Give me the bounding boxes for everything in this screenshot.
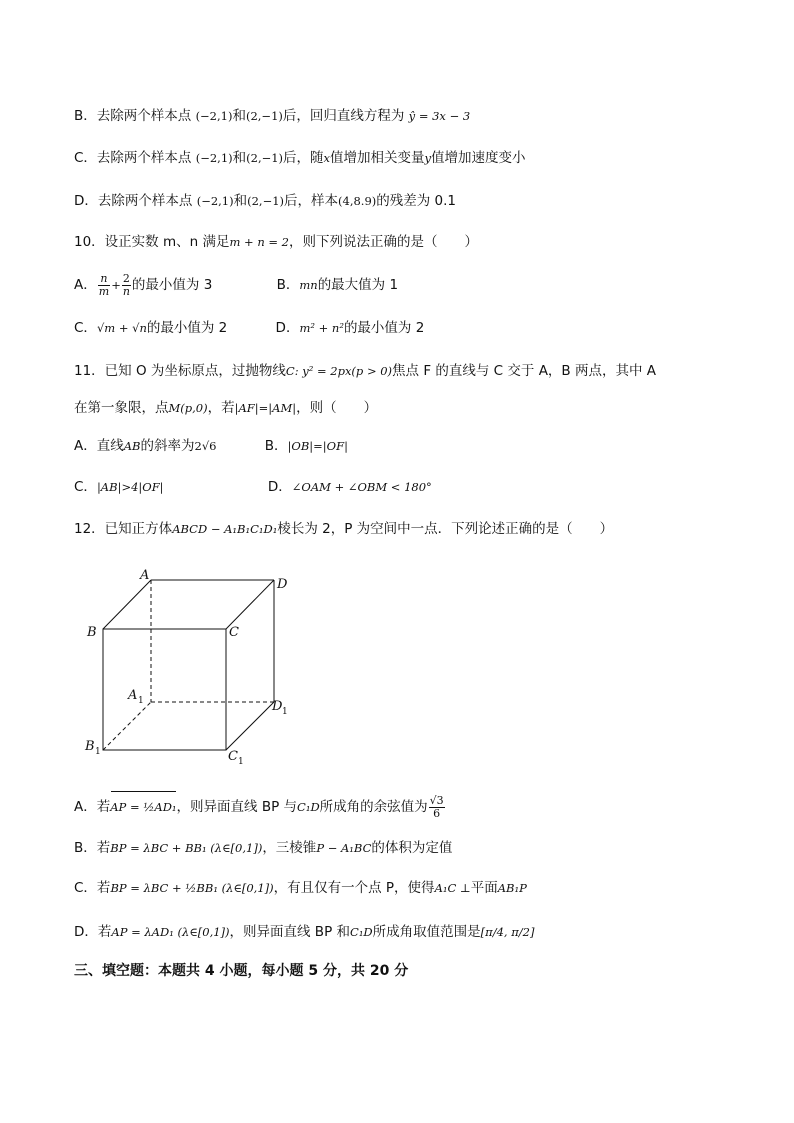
q11-row-ab <box>74 436 348 456</box>
q11-option-a: A．直线AB的斜率为2√6 <box>74 438 217 454</box>
cube-figure <box>80 562 300 772</box>
q11-option-d: D．∠OAM + ∠OBM < 180° <box>267 479 432 495</box>
vertex-label-c: C <box>229 625 239 640</box>
q11-stem-line1: 11．已知 O 为坐标原点，过抛物线C: y² = 2px(p > 0)焦点 F 的直线与 C 交于 A，B 两点，其中 A <box>74 363 657 379</box>
vertex-label-b: B <box>87 625 97 640</box>
q10-option-b: B．mn的最大值为 1 <box>276 277 399 293</box>
vertex-label-a: A <box>140 568 150 583</box>
q10-stem: 10．设正实数 m、n 满足m + n = 2，则下列说法正确的是（ ） <box>74 234 478 250</box>
q10-option-c: C．√m + √n的最小值为 2 <box>74 320 228 336</box>
vertex-label-d1: D <box>272 699 283 714</box>
svg-text:1: 1 <box>138 696 144 706</box>
svg-text:1: 1 <box>282 707 288 717</box>
q12-option-c: C．若BP = λBC + ½BB₁ (λ∈[0,1])，有且仅有一个点 P，使得A₁C ⊥平面AB₁P <box>74 880 527 896</box>
q11-row-cd <box>74 477 432 497</box>
q9-option-d: D．去除两个样本点 (−2,1)和(2,−1)后，样本(4,8.9)的残差为 0.1 <box>74 193 457 209</box>
q12-option-b: B．若BP = λBC + BB₁ (λ∈[0,1])，三棱锥P − A₁BC的体积为定值 <box>74 840 453 856</box>
q10-row-cd <box>74 318 424 338</box>
q12-option-a: A．若AP = ½AD₁，则异面直线 BP 与C₁D所成角的余弦值为 $\frac{√3}{6}$ <box>74 792 446 822</box>
q10-option-d: D．m² + n²的最小值为 2 <box>275 320 425 336</box>
q12-option-d: D．若AP = λAD₁ (λ∈[0,1])，则异面直线 BP 和C₁D所成角取值范围是[π/4, π/2] <box>74 924 535 940</box>
q9-option-c: C．去除两个样本点 (−2,1)和(2,−1)后，随x值增加相关变量y值增加速度变小 <box>74 150 526 166</box>
q9-option-b: B．去除两个样本点 (−2,1)和(2,−1)后，回归直线方程为 ŷ = 3x − 3 <box>74 108 471 124</box>
q10-row-ab <box>74 270 398 300</box>
svg-text:1: 1 <box>238 757 244 767</box>
q10-option-a: A． $\frac{n}{m}$ + $\frac{2}{n}$ 的最小值为 3 <box>74 271 213 298</box>
q11-option-b: B．|OB|=|OF| <box>264 438 348 454</box>
q11-stem-line2: 在第一象限，点M(p,0)，若|AF|=|AM|，则（ ） <box>74 400 378 416</box>
vertex-label-d: D <box>277 577 288 592</box>
q11-option-c: C．|AB|>4|OF| <box>74 479 164 495</box>
svg-text:1: 1 <box>95 747 101 757</box>
q12-stem: 12．已知正方体ABCD − A₁B₁C₁D₁棱长为 2，P 为空间中一点．下列论述正确的是（ ） <box>74 521 614 537</box>
section-3-heading: 三、填空题：本题共 4 小题，每小题 5 分，共 20 分 <box>74 963 409 979</box>
vertex-label-a1: A <box>128 688 138 703</box>
vertex-label-b1: B <box>85 739 95 754</box>
vertex-label-c1: C <box>228 749 238 764</box>
